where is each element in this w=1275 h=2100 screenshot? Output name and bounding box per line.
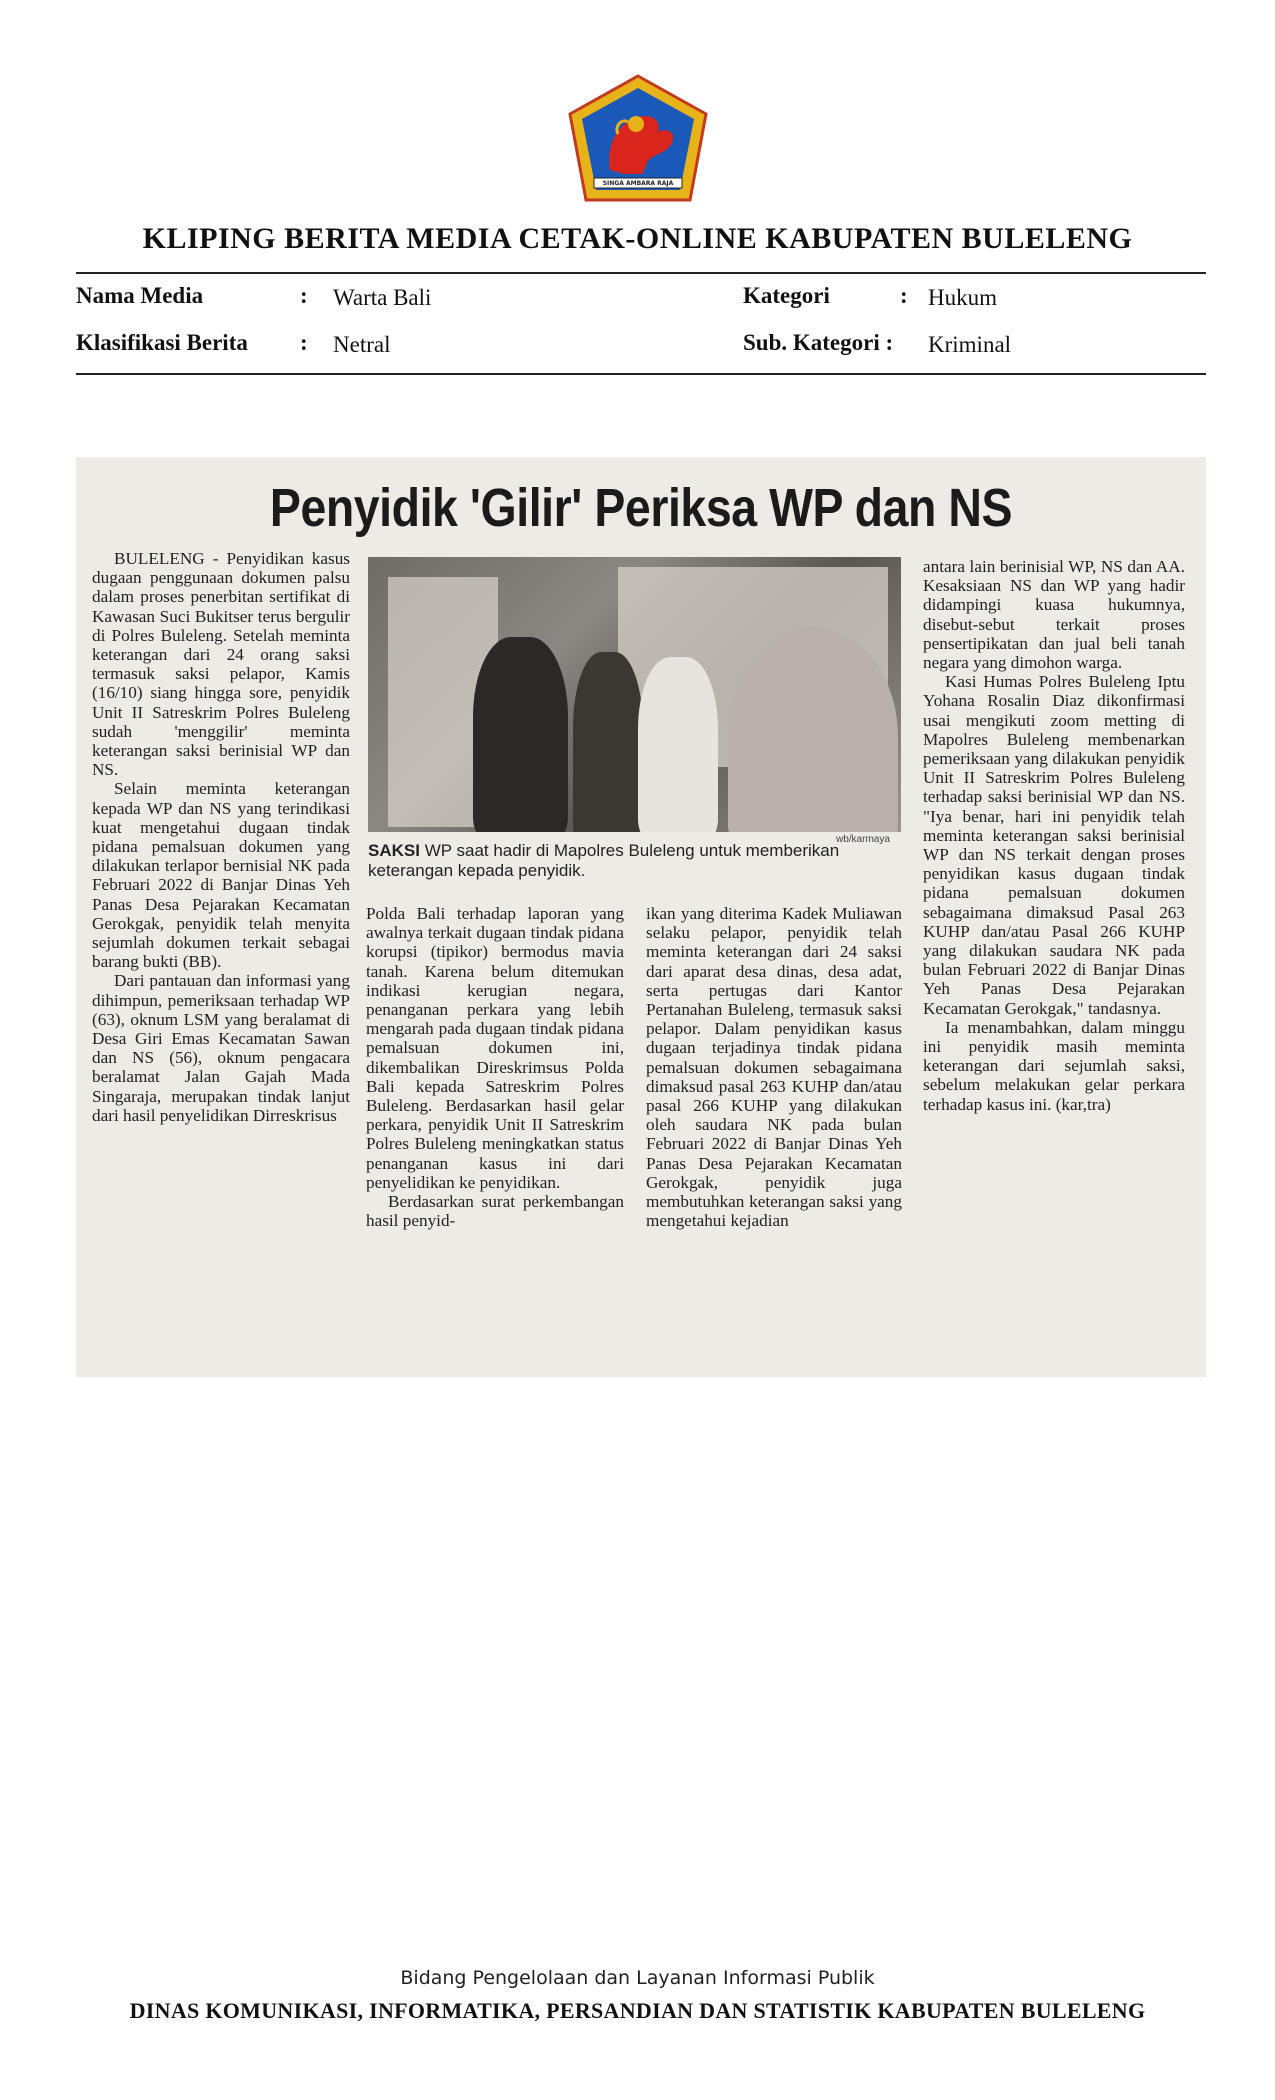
header-divider-bottom (76, 373, 1206, 375)
subkategori-value: Kriminal (928, 332, 1012, 357)
article-column-3 (646, 904, 902, 1230)
paragraph: Berdasarkan surat perkembangan hasil penyid- (366, 1192, 624, 1231)
article-photo (368, 557, 901, 832)
emblem-motto: SINGA AMBARA RAJA (602, 180, 674, 187)
paragraph: antara lain berinisial WP, NS dan AA. Kesaksiaan NS dan WP yang hadir didampingi kuasa hukumnya, disebut-sebut terkait proses pensertipikatan dan jual beli tanah negara yang dimohon warga. (923, 557, 1185, 673)
media-label: Nama Media (76, 283, 204, 308)
paragraph: Ia menambahkan, dalam minggu ini penyidik masih meminta keterangan dari sejumlah saksi, sebelum melakukan gelar perkara terhadap kasus ini. (kar,tra) (923, 1017, 1185, 1114)
paragraph: Polda Bali terhadap laporan yang awalnya terkait dugaan tindak pidana korupsi (tipikor) bermodus mavia tanah. Karena belum ditemukan indikasi kerugian negara, penanganan perkara yang lebih mengarah pada dugaan tindak pidana pemalsuan dokumen ini, dikembalikan Direskrimsus Polda Bali kepada Satreskrim Polres Buleleng. Berdasarkan hasil gelar perkara, penyidik Unit II Satreskrim Polres Buleleng meningkatkan status penanganan kasus ini dari penyelidikan ke penyidikan. (366, 904, 624, 1192)
klasifikasi-value: Netral (333, 332, 391, 357)
paragraph: BULELENG - Penyidikan kasus dugaan penggunaan dokumen palsu dalam proses penerbitan sertifikat di Kawasan Suci Bukitser terus bergulir di Polres Buleleng. Setelah meminta keterangan dari 24 orang saksi termasuk saksi pelapor, Kamis (16/10) siang hingga sore, penyidik Unit II Satreskrim Polres Buleleng sudah 'menggilir' meminta keterangan saksi berinisial WP dan NS. (92, 549, 350, 780)
article-column-1 (92, 549, 350, 1125)
header-divider-top (76, 272, 1206, 274)
article-headline: Penyidik 'Gilir' Periksa WP dan NS (269, 478, 1013, 538)
article-column-4 (923, 557, 1185, 1114)
caption-lead: SAKSI (368, 841, 420, 860)
footer-agency: DINAS KOMUNIKASI, INFORMATIKA, PERSANDIAN DAN STATISTIK KABUPATEN BULELENG (129, 1998, 1146, 2023)
paragraph: ikan yang diterima Kadek Muliawan selaku pelapor, penyidik telah meminta keterangan dari 24 saksi dari aparat desa dinas, desa adat, serta pertugas dari Kantor Pertanahan Buleleng, termasuk saksi pelapor. Dalam penyidikan kasus dugaan terjadinya tindak pidana pemalsuan dokumen sebagaimana dimaksud pasal 263 KUHP dan/atau pasal 266 KUHP yang dilakukan oleh saudara NK pada bulan Februari 2022 di Banjar Dinas Yeh Panas Desa Pejarakan Kecamatan Gerokgak, penyidik juga membutuhkan keterangan saksi yang mengetahui kejadian (646, 904, 902, 1231)
news-clipping (76, 457, 1206, 1377)
article-column-2 (366, 904, 624, 1230)
media-colon: : (300, 283, 308, 308)
paragraph: Selain meminta keterangan kepada WP dan NS yang terindikasi kuat mengetahui dugaan tindak pidana pemalsuan dokumen yang dilakukan terlapor bernisial NK pada Februari 2022 di Banjar Dinas Yeh Panas Desa Pejarakan Kecamatan Gerokgak, penyidik telah menyita sejumlah dokumen terkait sebagai barang bukti (BB). (92, 779, 350, 972)
page-title: KLIPING BERITA MEDIA CETAK-ONLINE KABUPATEN BULELENG (142, 222, 1133, 255)
klasifikasi-colon: : (300, 330, 308, 355)
photo-caption (368, 841, 888, 881)
kategori-value: Hukum (928, 285, 997, 310)
caption-text: WP saat hadir di Mapolres Buleleng untuk memberikan keterangan kepada penyidik. (368, 841, 840, 880)
paragraph: Kasi Humas Polres Buleleng Iptu Yohana Rosalin Diaz dikonfirmasi usai mengikuti zoom metting di Mapolres Buleleng membenarkan pemeriksaan yang dilakukan penyidik Unit II Satreskrim Polres Buleleng terhadap saksi berinisial WP dan NS. "Iya benar, hari ini penyidik telah meminta keterangan saksi berinisial WP dan NS terkait dengan proses penyidikan kasus dugaan tindak pidana pemalsuan dokumen sebagaimana dimaksud Pasal 263 KUHP dan/atau Pasal 266 KUHP yang dilakukan saudara NK pada bulan Februari 2022 di Banjar Dinas Yeh Panas Desa Pejarakan Kecamatan Gerokgak," tandasnya. (923, 672, 1185, 1018)
paragraph: Dari pantauan dan informasi yang dihimpun, pemeriksaan terhadap WP (63), oknum LSM yang beralamat di Desa Giri Emas Kecamatan Sawan dan NS (56), oknum pengacara beralamat Jalan Gajah Mada Singaraja, merupakan tindak lanjut dari hasil penyelidikan Dirreskrisus (92, 971, 350, 1125)
media-value: Warta Bali (333, 285, 432, 310)
photo-credit: wb/karmaya (836, 834, 890, 845)
klasifikasi-label: Klasifikasi Berita (76, 330, 248, 355)
footer-department: Bidang Pengelolaan dan Layanan Informasi Publik (400, 1967, 875, 1989)
subkategori-label: Sub. Kategori : (743, 330, 894, 355)
kategori-label: Kategori (743, 283, 830, 308)
kategori-colon: : (900, 283, 908, 308)
